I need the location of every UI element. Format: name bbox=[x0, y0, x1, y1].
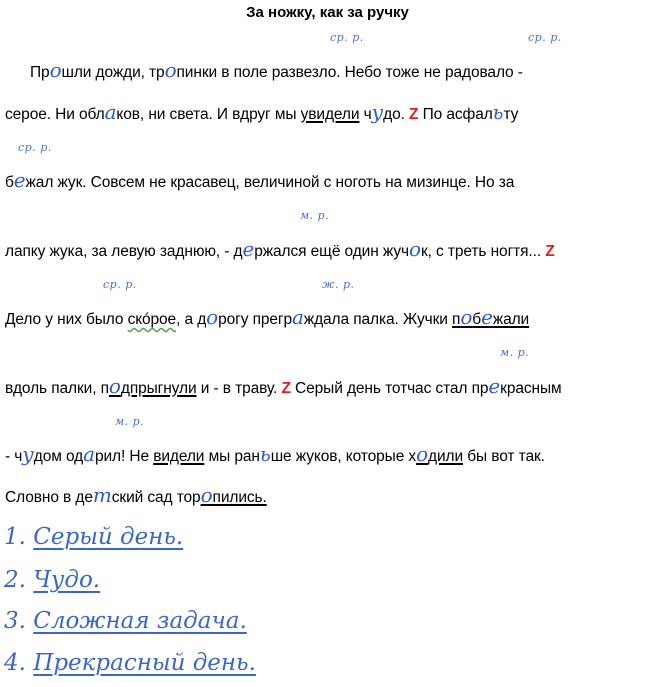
inserted-vowel: у bbox=[371, 100, 384, 124]
text-fragment: б bbox=[5, 174, 14, 191]
underlined-verb: увидели bbox=[300, 106, 360, 123]
text-fragment: Словно в де bbox=[5, 489, 93, 506]
list-item bbox=[4, 650, 256, 676]
text-fragment: , а д bbox=[176, 311, 207, 328]
text-fragment: шли дожди, тр bbox=[61, 64, 165, 81]
text-fragment: дили bbox=[428, 448, 464, 465]
text-fragment: мы ран bbox=[204, 448, 260, 465]
inserted-vowel: о bbox=[460, 305, 473, 329]
inserted-vowel: о bbox=[206, 305, 219, 329]
text-fragment: ше жуков, которые х bbox=[270, 448, 417, 465]
list-item bbox=[4, 608, 247, 634]
text-fragment: бы вот так. bbox=[463, 448, 545, 465]
list-item bbox=[4, 567, 100, 593]
inserted-vowel: ь bbox=[259, 442, 271, 466]
text-fragment: дпрыгнули bbox=[120, 380, 197, 397]
text-fragment: дом од bbox=[33, 448, 84, 465]
text-line bbox=[5, 442, 545, 466]
text-line bbox=[5, 237, 555, 261]
gender-annotation: ж. р. bbox=[322, 278, 355, 291]
text-fragment: ржался ещё один жуч bbox=[254, 243, 409, 260]
underlined-verb bbox=[452, 305, 530, 329]
text-line bbox=[5, 168, 515, 192]
gender-annotation: ср. р. bbox=[528, 31, 562, 44]
list-item bbox=[4, 524, 183, 550]
text-fragment: и - в траву. bbox=[196, 380, 282, 397]
text-line bbox=[30, 58, 523, 82]
text-fragment: Пр bbox=[30, 64, 50, 81]
list-text: Прекрасный день. bbox=[33, 650, 256, 676]
gender-annotation: ср. р. bbox=[103, 278, 137, 291]
gender-annotation: ср. р. bbox=[18, 141, 52, 154]
inserted-vowel: е bbox=[13, 168, 26, 192]
gender-annotation: м. р. bbox=[500, 346, 530, 359]
text-fragment: лапку жука, за левую заднюю, - д bbox=[5, 243, 243, 260]
text-line bbox=[5, 483, 267, 507]
inserted-vowel: т bbox=[92, 483, 112, 507]
text-fragment: Дело у них было bbox=[5, 311, 128, 328]
text-fragment: жал жук. Совсем не красавец, величиной с ноготь на мизинце. Но за bbox=[25, 174, 515, 191]
underlined-verb bbox=[200, 483, 267, 507]
text-fragment: Серый день тотчас стал пр bbox=[290, 380, 489, 397]
list-text: Чудо. bbox=[33, 567, 101, 593]
text-fragment: ту bbox=[503, 106, 519, 123]
text-fragment: По асфал bbox=[418, 106, 493, 123]
text-fragment: ч bbox=[359, 106, 372, 123]
underlined-verb: видели bbox=[153, 448, 205, 465]
inserted-vowel: о bbox=[200, 483, 213, 507]
inserted-vowel: ь bbox=[492, 100, 504, 124]
list-number: 1. bbox=[4, 524, 34, 550]
inserted-vowel: о bbox=[416, 442, 429, 466]
inserted-vowel: а bbox=[83, 442, 95, 466]
gender-annotation: ср. р. bbox=[330, 31, 364, 44]
inserted-vowel: е bbox=[242, 237, 255, 261]
text-line bbox=[5, 374, 562, 398]
spellcheck-word: скóрое bbox=[127, 311, 177, 328]
paragraph-mark: Z bbox=[281, 380, 291, 397]
page-title: За ножку, как за ручку bbox=[246, 4, 409, 21]
paragraph-mark: Z bbox=[545, 243, 555, 260]
gender-annotation: м. р. bbox=[300, 209, 330, 222]
paragraph-mark: Z bbox=[409, 106, 419, 123]
text-fragment: серое. Ни обл bbox=[5, 106, 105, 123]
text-fragment: ков, ни света. И вдруг мы bbox=[116, 106, 301, 123]
text-line bbox=[5, 100, 519, 124]
text-fragment: п bbox=[452, 311, 461, 328]
text-fragment: ский сад тор bbox=[111, 489, 201, 506]
list-number: 4. bbox=[4, 650, 34, 676]
inserted-vowel: а bbox=[104, 100, 117, 124]
list-number: 3. bbox=[4, 608, 34, 634]
inserted-vowel: о bbox=[49, 58, 62, 82]
inserted-vowel: е bbox=[481, 305, 493, 329]
underlined-verb bbox=[416, 442, 464, 466]
text-fragment: красным bbox=[500, 380, 562, 397]
text-fragment: пились. bbox=[212, 489, 267, 506]
text-line bbox=[5, 305, 530, 329]
inserted-vowel: е bbox=[488, 374, 501, 398]
text-fragment: к, с треть ногтя... bbox=[420, 243, 546, 260]
text-fragment: пинки в поле развезло. Небо тоже не радовало - bbox=[176, 64, 523, 81]
underlined-verb bbox=[108, 374, 197, 398]
inserted-vowel: у bbox=[22, 442, 34, 466]
text-fragment: б bbox=[472, 311, 482, 328]
inserted-vowel: о bbox=[108, 374, 121, 398]
text-fragment: до. bbox=[383, 106, 410, 123]
list-text: Сложная задача. bbox=[33, 608, 247, 634]
gender-annotation: м. р. bbox=[115, 415, 145, 428]
text-fragment: рогу прегр bbox=[218, 311, 292, 328]
inserted-vowel: а bbox=[291, 305, 304, 329]
text-fragment: ждала палка. Жучки bbox=[303, 311, 453, 328]
list-number: 2. bbox=[4, 567, 34, 593]
list-text: Серый день. bbox=[33, 524, 184, 550]
text-fragment: рил! Не bbox=[94, 448, 154, 465]
text-fragment: вдоль палки, п bbox=[5, 380, 109, 397]
inserted-vowel: о bbox=[408, 237, 421, 261]
text-fragment: жали bbox=[492, 311, 530, 328]
inserted-vowel: о bbox=[164, 58, 177, 82]
text-fragment: - ч bbox=[5, 448, 23, 465]
